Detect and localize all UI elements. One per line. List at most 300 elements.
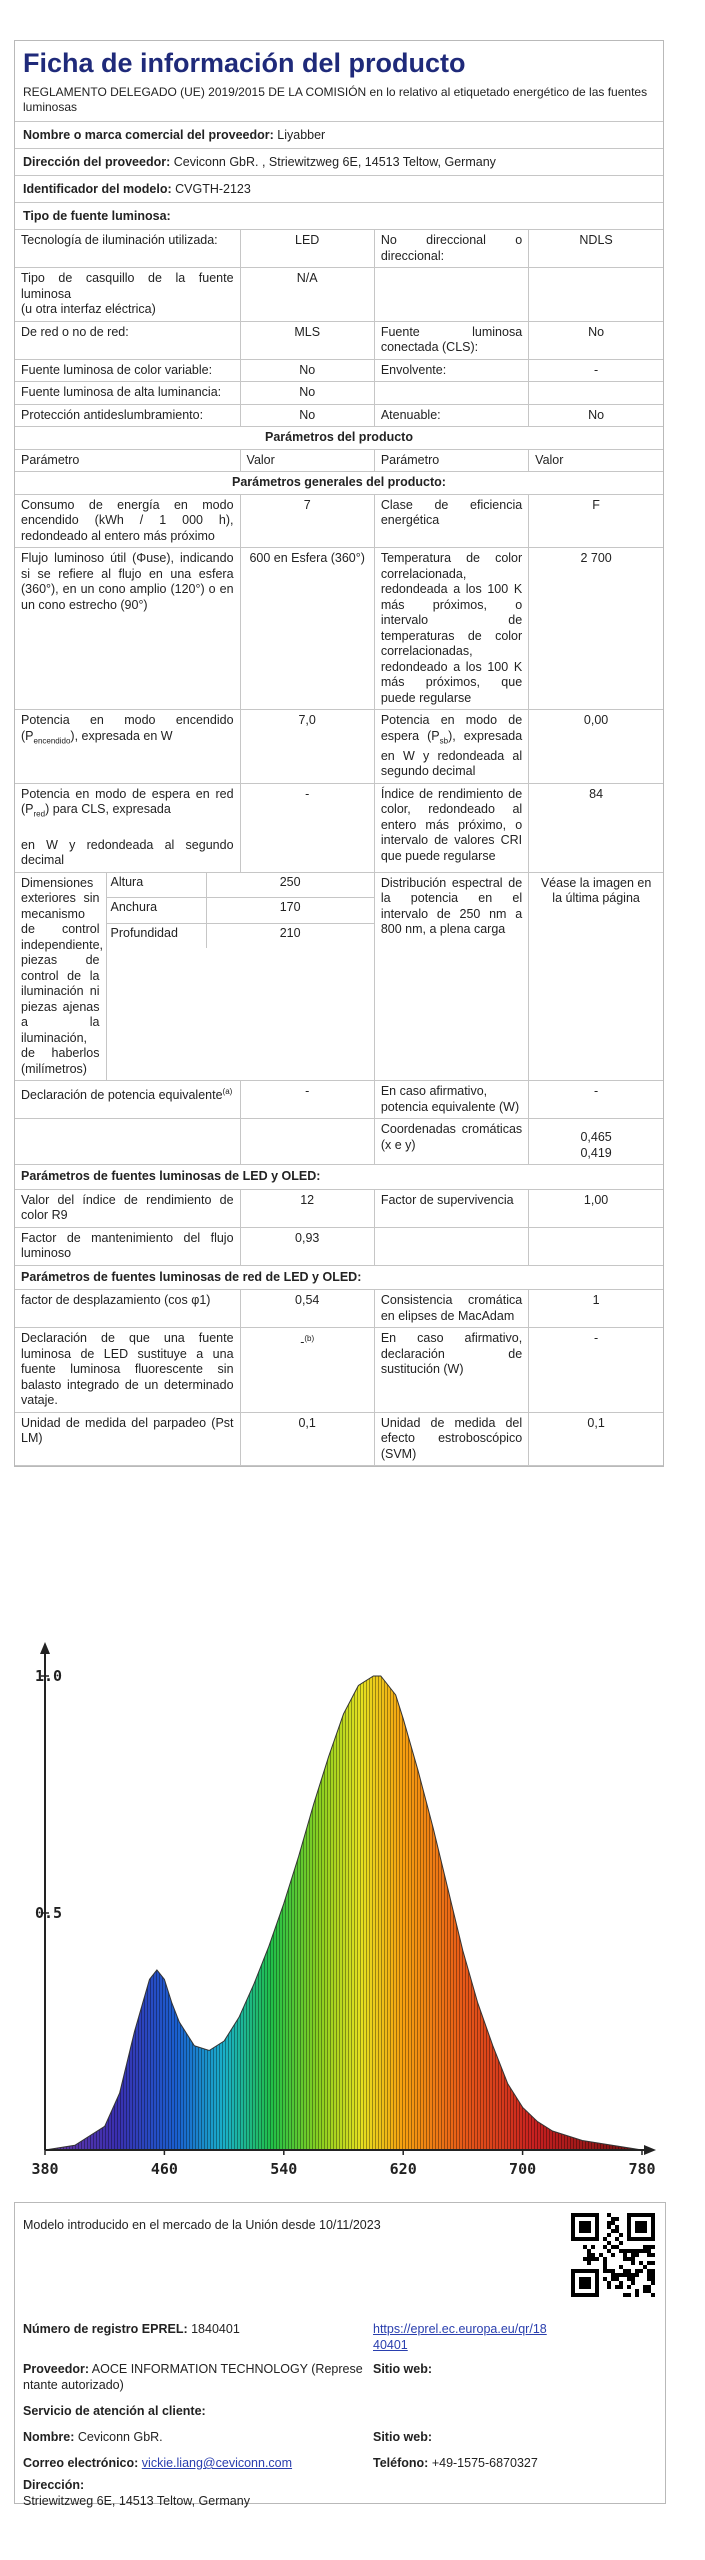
rows-b-label-2 [374, 783, 528, 872]
x-axis-arrow [644, 2145, 656, 2155]
rows-a-value-2-text: No [588, 407, 605, 422]
rows-a-label-1 [15, 359, 240, 382]
rows-d-value-1-text: 0,54 [295, 1293, 320, 1307]
qr-module [643, 2285, 647, 2289]
rows-b-label-1-suffix: ), expresada en W [70, 728, 173, 743]
rows-d-value-1-text: - [300, 1335, 305, 1350]
rows-b-row [15, 494, 663, 548]
eprel-link[interactable] [373, 2321, 547, 2353]
rows-d-value-1 [240, 1328, 374, 1413]
rows-c-label-1-text: Valor del índice de rendimiento de color R9 [21, 1192, 234, 1222]
provider-label: Proveedor: [23, 2362, 89, 2376]
qr-code-icon[interactable] [571, 2213, 655, 2297]
qr-module [587, 2261, 591, 2265]
qr-module [583, 2257, 587, 2261]
qr-module [627, 2257, 631, 2261]
qr-module [603, 2237, 607, 2241]
spectral-power-chart [30, 1640, 660, 2188]
rows-c-label-1 [15, 1227, 240, 1265]
qr-module [627, 2273, 631, 2277]
col-valor-2: Valor [529, 449, 663, 472]
eprel-link-line-1[interactable]: https://eprel.ec.europa.eu/qr/18 [373, 2322, 547, 2336]
email-link[interactable]: vickie.liang@ceviconn.com [141, 2456, 293, 2470]
qr-module [603, 2261, 607, 2265]
qr-module [619, 2233, 623, 2237]
rows-b-label-2-text: Índice de rendimiento de color, redondeado al entero más próximo, o intervalo de valores CRI que puede regularse [380, 786, 523, 863]
led-oled-mains-header [15, 1265, 663, 1290]
chromaticity-y: 0,419 [580, 1145, 612, 1160]
rows-a-value-2 [529, 321, 663, 359]
rows-d-label-1 [15, 1328, 240, 1413]
equivalent-power-label [15, 1081, 240, 1119]
eprel-number: 1840401 [191, 2322, 240, 2336]
equivalent-power-row [15, 1081, 663, 1119]
rows-a-label-1-text: Tecnología de iluminación utilizada: [21, 233, 218, 247]
service-name-label: Nombre: [23, 2430, 75, 2444]
rows-b-label-2-text: Temperatura de color correlacionada, redondeada a los 100 K más próximos, o intervalo de temperaturas de color correlacionadas, redondeado a los 100 K más próximos, que puede regularse [380, 551, 523, 705]
x-tick-label: 380 [31, 2160, 59, 2178]
rows-a-label-2-text: Atenuable: [380, 407, 441, 422]
qr-module [619, 2281, 623, 2285]
rows-a-label-2-text: Fuente luminosa conectada (CLS): [380, 324, 523, 354]
rows-d-label-2 [374, 1328, 528, 1413]
rows-a-value-2 [529, 404, 663, 427]
dim-value-0: 250 [206, 873, 374, 898]
supplier-name-label: Nombre o marca comercial del proveedor: [23, 128, 274, 142]
rows-a-label-1-text: Fuente luminosa de alta luminancia: [21, 385, 222, 399]
qr-module [587, 2253, 591, 2257]
supplier-address-row [15, 149, 663, 176]
rows-c-row [15, 1189, 663, 1227]
qr-module [647, 2285, 651, 2289]
qr-module [599, 2253, 603, 2257]
sheet-frame [14, 40, 664, 1467]
qr-module [631, 2253, 635, 2257]
qr-module [623, 2253, 627, 2257]
x-tick-label: 780 [628, 2160, 656, 2178]
rows-d-label-1-text: Unidad de medida del parpadeo (Pst LM) [21, 1415, 234, 1445]
rows-d-label-2-text: Consistencia cromática en elipses de MacAdam [380, 1293, 523, 1323]
rows-b-value-2-text: 2 700 [580, 551, 612, 565]
qr-module [611, 2245, 615, 2249]
rows-b-label-1-text: Potencia en modo encendido (P [21, 713, 234, 743]
rows-b-value-1 [240, 783, 374, 872]
qr-module [619, 2285, 623, 2289]
qr-module [623, 2257, 627, 2261]
qr-module [627, 2269, 631, 2273]
rows-a-row [15, 321, 663, 359]
rows-a-label-2 [374, 359, 528, 382]
rows-b-row [15, 710, 663, 784]
qr-module [607, 2213, 611, 2217]
qr-module [651, 2253, 655, 2257]
qr-module [647, 2269, 651, 2273]
rows-a-row [15, 268, 663, 322]
rows-d-label-1-text: Declaración de que una fuente luminosa de LED sustituye a una fuente luminosa fluorescente sin balasto integrado de un determinado vataje. [21, 1331, 234, 1407]
y-axis-arrow [40, 1642, 50, 1654]
qr-module [615, 2273, 619, 2277]
rows-d-value-2-text: 1 [592, 1293, 600, 1307]
general-params-header [15, 472, 663, 495]
rows-c-value-1-text: 12 [300, 1192, 315, 1207]
qr-module [603, 2265, 607, 2269]
light-source-type-label: Tipo de fuente luminosa: [23, 209, 171, 223]
qr-module [623, 2249, 627, 2253]
equivalent-power-value: - [240, 1081, 374, 1119]
rows-a-row [15, 230, 663, 268]
qr-module [615, 2285, 619, 2289]
qr-module [591, 2257, 595, 2261]
rows-a-value-1-text: LED [295, 233, 320, 247]
qr-module [603, 2245, 607, 2249]
qr-module [643, 2249, 647, 2253]
rows-c-value-1 [240, 1227, 374, 1265]
led-oled-header [15, 1165, 663, 1190]
rows-b-label-1 [15, 783, 240, 872]
params-table [15, 229, 663, 1466]
rows-c-label-1-text: Factor de mantenimiento del flujo luminoso [21, 1230, 234, 1260]
rows-b-value-1 [240, 710, 374, 784]
qr-module [651, 2273, 655, 2277]
rows-d-value-2 [529, 1290, 663, 1328]
rows-a-value-1-text: No [299, 407, 316, 422]
qr-module [651, 2269, 655, 2273]
qr-module [615, 2277, 619, 2281]
rows-a-value-1-text: N/A [296, 271, 318, 285]
service-web-label: Sitio web: [373, 2430, 433, 2444]
qr-module [623, 2273, 627, 2277]
rows-d-label-2-text: Unidad de medida del efecto estroboscópico (SVM) [380, 1415, 523, 1461]
rows-d-label-1-text: factor de desplazamiento (cos φ1) [21, 1293, 211, 1307]
chromaticity-label: Coordenadas cromáticas (x e y) [374, 1119, 528, 1165]
qr-module [639, 2261, 643, 2265]
rows-b-label-1 [15, 548, 240, 710]
service-web [373, 2429, 432, 2445]
x-tick-label: 460 [150, 2160, 178, 2178]
qr-module [615, 2245, 619, 2249]
rows-b-label-2-text: Clase de eficiencia energética [380, 497, 523, 527]
rows-b-label-2 [374, 548, 528, 710]
provider-row [23, 2361, 363, 2393]
qr-module [635, 2289, 639, 2293]
rows-a-value-2-text: NDLS [579, 233, 613, 247]
rows-c-value-2 [529, 1227, 663, 1265]
provider-line-2: ntante autorizado) [23, 2378, 124, 2392]
qr-module [631, 2261, 635, 2265]
rows-a-label-1 [15, 321, 240, 359]
qr-module [615, 2229, 619, 2233]
rows-c-label-1 [15, 1189, 240, 1227]
qr-module [619, 2273, 623, 2277]
rows-d-label-2-text: En caso afirmativo, declaración de sustitución (W) [380, 1331, 523, 1376]
rows-a-value-2 [529, 382, 663, 405]
rows-b-value-2-text: 0,00 [583, 713, 609, 727]
rows-d-row [15, 1412, 663, 1466]
rows-d-value-2 [529, 1328, 663, 1413]
qr-module [623, 2269, 627, 2273]
qr-module [603, 2277, 607, 2281]
provider-web [373, 2361, 432, 2377]
qr-module [635, 2249, 639, 2253]
rows-b-value-1 [240, 548, 374, 710]
dim-name-1: Anchura [106, 897, 206, 923]
service-label-text: Servicio de atención al cliente: [23, 2404, 206, 2418]
address-label: Dirección: [23, 2478, 85, 2492]
qr-module [651, 2261, 655, 2265]
rows-c-label-2 [374, 1227, 528, 1265]
rows-b-label-2-suffix: ), expresada en W y redondeada al segundo decimal [380, 728, 523, 778]
qr-module [611, 2277, 615, 2281]
regulation-subtitle: REGLAMENTO DELEGADO (UE) 2019/2015 DE LA COMISIÓN en lo relativo al etiquetado energético de las fuentes luminosas [15, 83, 663, 122]
qr-module [647, 2249, 651, 2253]
rows-b-value-2 [529, 548, 663, 710]
qr-module [611, 2269, 615, 2273]
y-tick-label: 1.0 [35, 1667, 63, 1685]
rows-d-value-2 [529, 1412, 663, 1466]
equivalent-power-w-value: - [529, 1081, 663, 1119]
rows-d-value-1-text: 0,1 [298, 1415, 316, 1430]
qr-module [635, 2273, 639, 2277]
rows-b-label-2 [374, 710, 528, 784]
qr-module [631, 2273, 635, 2277]
col-valor-1: Valor [240, 449, 374, 472]
rows-a-label-1 [15, 268, 240, 322]
rows-a-value-2-text: - [594, 362, 599, 377]
rows-a-label-2 [374, 268, 528, 322]
rows-a-label-1 [15, 230, 240, 268]
chromaticity-value [529, 1119, 663, 1165]
rows-b-label-1-text: Potencia en modo de espera en red (P [21, 786, 234, 816]
qr-module [615, 2225, 619, 2229]
rows-b-value-2 [529, 710, 663, 784]
qr-module [623, 2293, 627, 2297]
product-params-header [15, 427, 663, 450]
rows-b-value-2 [529, 494, 663, 548]
spectrum-bars [45, 1676, 642, 2150]
qr-module [595, 2257, 599, 2261]
led-oled-title: Parámetros de fuentes luminosas de LED y OLED: [15, 1165, 663, 1190]
dim-value-2: 210 [206, 923, 374, 948]
qr-module [603, 2269, 607, 2273]
rows-b-label-1-suffix: ) para CLS, expresada en W y redondeada al segundo decimal [21, 802, 234, 867]
rows-b-value-2-text: F [592, 497, 600, 512]
qr-module [631, 2257, 635, 2261]
qr-module [615, 2217, 619, 2221]
rows-a-value-2-text: No [588, 324, 605, 339]
rows-a-row [15, 382, 663, 405]
rows-a-value-2 [529, 268, 663, 322]
rows-b-label-2-text: Potencia en modo de espera (P [380, 713, 523, 743]
qr-module [607, 2225, 611, 2229]
y-tick-label: 0.5 [35, 1904, 63, 1922]
qr-module [639, 2269, 643, 2273]
rows-b-label-1 [15, 494, 240, 548]
qr-finder [579, 2277, 591, 2289]
col-parametro-2: Parámetro [374, 449, 528, 472]
rows-c-value-1 [240, 1189, 374, 1227]
rows-b-value-1-text: - [305, 786, 310, 801]
rows-a-value-2 [529, 359, 663, 382]
rows-a-value-1 [240, 382, 374, 405]
service-name-row [23, 2429, 163, 2445]
product-params-title: Parámetros del producto [15, 427, 663, 450]
qr-module [607, 2285, 611, 2289]
rows-b-value-1-text: 600 en Esfera (360°) [249, 551, 365, 565]
rows-a-row [15, 359, 663, 382]
rows-b-value-1-text: 7 [303, 497, 311, 512]
supplier-name: Liyabber [277, 128, 326, 142]
qr-module [591, 2245, 595, 2249]
qr-module [603, 2257, 607, 2261]
qr-module [631, 2281, 635, 2285]
qr-module [647, 2289, 651, 2293]
general-params-title: Parámetros generales del producto: [15, 472, 663, 495]
qr-module [591, 2253, 595, 2257]
rows-b-label-1-text: Flujo luminoso útil (Φuse), indicando si se refiere al flujo en una esfera (360°), en un cono amplio (120°) o en un cono estrecho (90°) [21, 551, 234, 612]
equivalent-power-text: Declaración de potencia equivalente [21, 1088, 223, 1103]
qr-module [631, 2277, 635, 2281]
eprel-link-line-2[interactable]: 40401 [373, 2338, 408, 2352]
market-date: Modelo introducido en el mercado de la Unión desde 10/11/2023 [23, 2218, 381, 2232]
rows-d-value-2-text: - [594, 1331, 599, 1345]
rows-a-value-1-text: MLS [294, 324, 321, 339]
rows-d-label-2 [374, 1412, 528, 1466]
rows-c-label-2 [374, 1189, 528, 1227]
qr-module [647, 2253, 651, 2257]
dim-name-0: Altura [106, 873, 206, 898]
rows-d-value-2-text: 0,1 [587, 1415, 605, 1430]
qr-module [615, 2237, 619, 2241]
rows-d-value-1 [240, 1290, 374, 1328]
rows-b-row [15, 548, 663, 710]
qr-finder [635, 2221, 647, 2233]
qr-module [651, 2281, 655, 2285]
supplier-address-label: Dirección del proveedor: [23, 155, 171, 169]
dim-name-2: Profundidad [106, 923, 206, 948]
rows-c-value-1-text: 0,93 [295, 1230, 320, 1245]
address-row [23, 2477, 250, 2509]
email-label: Correo electrónico: [23, 2456, 139, 2470]
rows-a-value-1-text: No [299, 362, 316, 377]
qr-module [627, 2249, 631, 2253]
rows-d-label-1 [15, 1290, 240, 1328]
qr-module [607, 2269, 611, 2273]
rows-a-value-1 [240, 359, 374, 382]
equivalent-power-w-label: En caso afirmativo, potencia equivalente (W) [374, 1081, 528, 1119]
rows-b-label-1-subscript: encendido [33, 736, 71, 745]
rows-c-label-2-text: Factor de supervivencia [380, 1192, 514, 1207]
model-row [15, 176, 663, 203]
rows-a-value-1-text: No [299, 385, 316, 399]
service-label [23, 2403, 206, 2419]
eprel-row [23, 2321, 240, 2337]
qr-module [611, 2229, 615, 2233]
rows-c-value-2 [529, 1189, 663, 1227]
rows-a-value-2 [529, 230, 663, 268]
rows-b-label-2-subscript: sb [439, 736, 449, 745]
qr-module [627, 2293, 631, 2297]
rows-b-label-1-text: Consumo de energía en modo encendido (kWh / 1 000 h), redondeado al entero más próximo [21, 497, 234, 543]
rows-b-label-2 [374, 494, 528, 548]
qr-module [619, 2241, 623, 2245]
rows-b-value-1 [240, 494, 374, 548]
rows-c-row [15, 1227, 663, 1265]
spectral-distribution-label: Distribución espectral de la potencia en el intervalo de 250 nm a 800 nm, a plena carga [374, 872, 528, 1081]
eprel-footer [14, 2202, 666, 2508]
qr-finder [579, 2221, 591, 2233]
rows-a-label-2 [374, 321, 528, 359]
rows-a-value-1 [240, 268, 374, 322]
rows-a-value-1 [240, 230, 374, 268]
qr-module [651, 2245, 655, 2249]
rows-a-label-2-text: Envolvente: [380, 362, 447, 377]
qr-module [619, 2265, 623, 2269]
qr-module [611, 2221, 615, 2225]
qr-module [583, 2245, 587, 2249]
rows-a-label-1-text: Tipo de casquillo de la fuente luminosa (u otra interfaz eléctrica) [21, 271, 234, 316]
chromaticity-row [15, 1119, 663, 1165]
rows-d-row [15, 1290, 663, 1328]
qr-module [587, 2257, 591, 2261]
qr-module [643, 2245, 647, 2249]
rows-d-label-1 [15, 1412, 240, 1466]
rows-a-label-1 [15, 382, 240, 405]
light-source-type-row [15, 203, 663, 229]
qr-module [627, 2277, 631, 2281]
phone-row [373, 2455, 538, 2471]
rows-a-row [15, 404, 663, 427]
supplier-address: Ceviconn GbR. , Striewitzweg 6E, 14513 Teltow, Germany [173, 155, 496, 169]
provider-line-1: AOCE INFORMATION TECHNOLOGY (Represe [91, 2362, 363, 2376]
qr-module [611, 2217, 615, 2221]
x-tick-label: 620 [389, 2160, 417, 2178]
dimensions-row [15, 872, 663, 1081]
qr-module [635, 2293, 639, 2297]
page-title: Ficha de información del producto [23, 48, 466, 78]
model-label: Identificador del modelo: [23, 182, 172, 196]
qr-module [607, 2221, 611, 2225]
rows-b-row [15, 783, 663, 872]
qr-module [647, 2261, 651, 2265]
rows-a-value-1 [240, 321, 374, 359]
qr-module [607, 2249, 611, 2253]
rows-b-label-1-subscript: red [33, 809, 46, 819]
col-parametro-1: Parámetro [15, 449, 240, 472]
rows-a-label-2 [374, 404, 528, 427]
rows-a-label-2-text: No direccional o direccional: [380, 233, 523, 263]
x-tick-label: 540 [270, 2160, 298, 2178]
provider-web-label: Sitio web: [373, 2362, 433, 2376]
email-row [23, 2455, 292, 2471]
rows-b-value-1-text: 7,0 [298, 713, 316, 727]
dimensions-table [15, 873, 374, 1081]
rows-b-value-2 [529, 783, 663, 872]
qr-module [611, 2273, 615, 2277]
qr-module [651, 2293, 655, 2297]
rows-a-label-2 [374, 230, 528, 268]
spectral-distribution-value: Véase la imagen en la última página [529, 872, 663, 1081]
qr-module [607, 2281, 611, 2285]
qr-module [643, 2289, 647, 2293]
qr-module [627, 2285, 631, 2289]
rows-d-value-1-note: (b) [304, 1334, 315, 1343]
led-oled-mains-title: Parámetros de fuentes luminosas de red de LED y OLED: [15, 1265, 663, 1290]
rows-d-label-2 [374, 1290, 528, 1328]
phone-number: +49-1575-6870327 [431, 2456, 538, 2470]
qr-module [619, 2249, 623, 2253]
eprel-label: Número de registro EPREL: [23, 2322, 188, 2336]
rows-a-label-1-text: De red o no de red: [21, 324, 129, 339]
